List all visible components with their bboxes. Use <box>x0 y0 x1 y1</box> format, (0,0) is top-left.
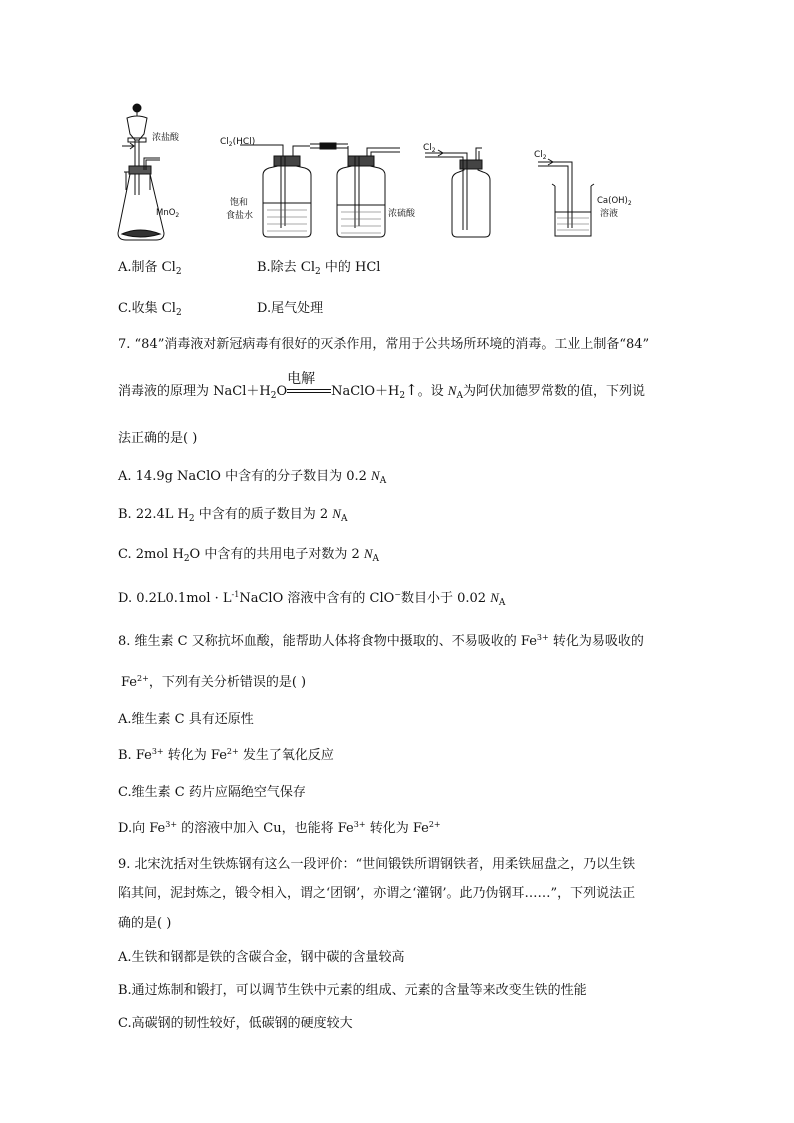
label-caoh2: $Ca(OH)_2$ <box>597 196 632 207</box>
q9-option-b: B.通过炼制和锻打，可以调节生铁中元素的组成、元素的含量等来改变生铁的性能 <box>118 983 587 998</box>
apparatus-b-liquid-hatch <box>267 210 381 233</box>
apparatus-figure <box>110 100 670 248</box>
apparatus-a-generator <box>118 104 164 240</box>
apparatus-b-wash-bottles <box>240 143 400 237</box>
q7-option-a: A. 14.9g NaClO 中含有的分子数目为 0.2 $N_A$ <box>118 468 387 486</box>
q6-option-a: A.制备 $Cl_2$ <box>118 259 182 277</box>
q9-stem-line1: 9. 北宋沈括对生铁炼钢有这么一段评价：“世间锻铁所谓钢铁者，用柔铁屈盘之，乃以生铁 <box>118 857 636 872</box>
q7-stem-line1: 7. “84”消毒液对新冠病毒有很好的灭杀作用，常用于公共场所环境的消毒。工业上制备“84” <box>118 337 650 352</box>
q7-stem-line3: 法正确的是( ) <box>118 431 198 446</box>
label-saturated-brine-2: 食盐水 <box>226 211 254 221</box>
q7-option-b: B. 22.4L $H_2$ 中含有的质子数目为 2 $N_A$ <box>118 506 348 524</box>
label-cl2-tail: $Cl_2$ <box>534 150 547 161</box>
q9-stem-line2: 陷其间，泥封炼之，锻令相入，谓之‘团钢’，亦谓之‘灌钢’。此乃伪钢耳……”，下列说法正 <box>118 886 636 901</box>
q7-option-d: D. $0.2L0.1mol \cdot L^{-1}NaClO$ 溶液中含有的 ClO−数目小于 0.02 $N_A$ <box>118 590 506 608</box>
q9-option-c: C.高碳钢的韧性较好，低碳钢的硬度较大 <box>118 1016 353 1031</box>
q8-option-d: D.向 $Fe^{3+}$ 的溶液中加入 Cu，也能将 $Fe^{3+}$ 转化为 $Fe^{2+}$ <box>118 820 441 836</box>
q7-option-c: C. 2mol $H_2O$ 中含有的共用电子对数为 2 $N_A$ <box>118 546 380 564</box>
label-saturated-brine-1: 饱和 <box>230 198 249 208</box>
label-caoh2-solution: 溶液 <box>600 209 619 219</box>
electrolysis-label: 电解 <box>287 370 316 387</box>
label-mno2: MnO$_2$ <box>156 208 180 219</box>
q9-stem-line3: 确的是( ) <box>118 916 172 931</box>
apparatus-d-liquid-hatch <box>557 218 589 230</box>
label-cl2-collect: $Cl_2$ <box>423 143 436 154</box>
q8-option-b: B. $Fe^{3+}$ 转化为 $Fe^{2+}$ 发生了氧化反应 <box>118 747 334 763</box>
label-conc-hcl: 浓盐酸 <box>152 133 180 143</box>
label-conc-h2so4: 浓硫酸 <box>388 209 416 219</box>
q8-stem-line2: $Fe^{2+}$，下列有关分析错误的是( ) <box>121 674 307 690</box>
q8-option-a: A.维生素 C 具有还原性 <box>118 712 254 727</box>
label-cl2-hcl: $Cl_2(HCl)$ <box>220 137 256 148</box>
q8-option-c: C.维生素 C 药片应隔绝空气保存 <box>118 785 306 800</box>
apparatus-c-collection <box>425 148 490 237</box>
q6-option-b: B.除去 $Cl_2$ 中的 HCl <box>257 259 381 277</box>
reaction-equals <box>287 389 331 393</box>
q6-option-d: D.尾气处理 <box>257 301 324 316</box>
q9-option-a: A.生铁和钢都是铁的含碳合金，钢中碳的含量较高 <box>118 950 405 965</box>
q8-stem-line1: 8. 维生素 C 又称抗坏血酸，能帮助人体将食物中摄取的、不易吸收的 $Fe^{3+}$ 转化为易吸收的 <box>118 633 644 649</box>
q7-stem-line2: 消毒液的原理为 $NaCl+H_2O$ 电解 $NaClO+H_2↑$。设 $N_A$为阿伏加德罗常数的值，下列说 <box>118 380 645 399</box>
apparatus-d-beaker <box>538 159 594 236</box>
q6-option-c: C.收集 $Cl_2$ <box>118 300 182 318</box>
